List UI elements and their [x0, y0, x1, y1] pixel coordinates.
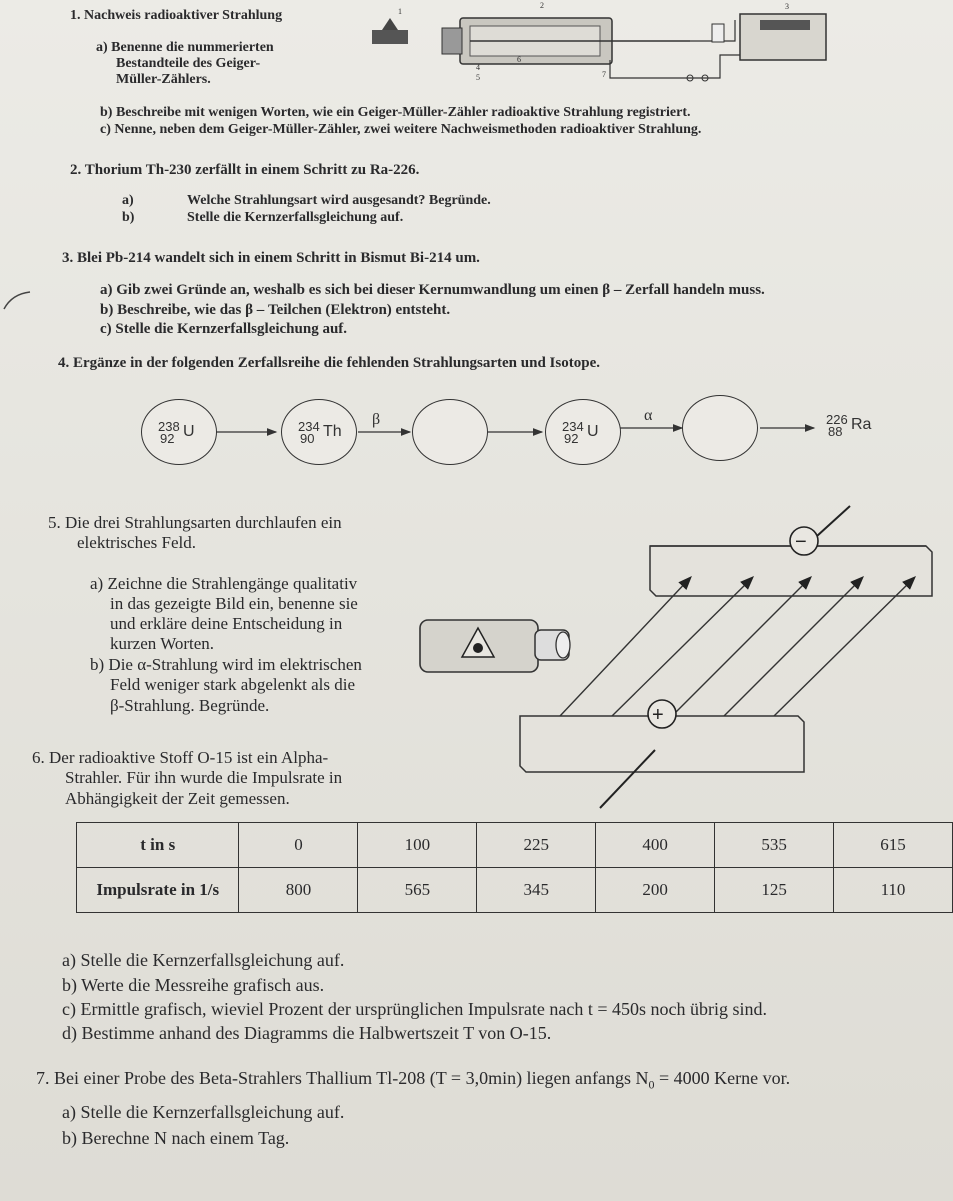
table-cell: 400 — [596, 823, 715, 868]
q6-a: a) Stelle die Kernzerfallsgleichung auf. — [62, 950, 345, 970]
q5-b-line2: Feld weniger stark abgelenkt als die — [110, 675, 356, 694]
isotope-symbol: Ra — [851, 416, 872, 433]
q2-b-text: Stelle die Kernzerfallsgleichung auf. — [187, 210, 404, 225]
q5-a-line2: in das gezeigte Bild ein, benenne sie — [110, 594, 358, 613]
q1-title: 1. Nachweis radioaktiver Strahlung — [70, 8, 283, 23]
q5-a-line3: und erkläre deine Entscheidung in — [110, 614, 343, 633]
isotope-z: 92 — [564, 431, 579, 446]
diagram-number-1: 1 — [398, 7, 402, 16]
measurement-table — [76, 822, 953, 913]
q3-a: a) Gib zwei Gründe an, weshalb es sich bei dieser Kernumwandlung um einen β – Zerfall handeln muss. — [100, 282, 765, 298]
q6-d: d) Bestimme anhand des Diagramms die Halbwertszeit T von O-15. — [62, 1023, 552, 1043]
q7-a: a) Stelle die Kernzerfallsgleichung auf. — [62, 1102, 345, 1122]
q7-title-main: 7. Bei einer Probe des Beta-Strahlers Thallium Tl-208 (T = 3,0min) liegen anfangs N — [36, 1068, 649, 1088]
isotope-mass: 238 — [158, 419, 180, 434]
plus-sign: + — [652, 704, 664, 726]
table-row — [77, 868, 953, 913]
q5-a-line4: kurzen Worten. — [110, 634, 215, 653]
q2-b-label: b) — [122, 210, 135, 225]
isotope-symbol: U — [183, 423, 195, 440]
table-cell: 535 — [715, 823, 834, 868]
q5-b-line3: β-Strahlung. Begründe. — [110, 696, 270, 715]
isotope-z: 92 — [160, 431, 175, 446]
q3-c: c) Stelle die Kernzerfallsgleichung auf. — [100, 321, 348, 337]
q7-title-end: = 4000 Kerne vor. — [654, 1068, 791, 1088]
diagram-number-6: 6 — [517, 55, 521, 64]
table-header-time: t in s — [77, 823, 239, 868]
table-header-rate: Impulsrate in 1/s — [77, 868, 239, 913]
q5-a-line1: a) Zeichne die Strahlengänge qualitativ — [90, 574, 358, 593]
table-cell: 110 — [834, 868, 953, 913]
diagram-number-5: 5 — [476, 73, 480, 82]
table-cell: 800 — [239, 868, 358, 913]
q1-c: c) Nenne, neben dem Geiger-Müller-Zähler, zwei weitere Nachweismethoden radioaktiver Strahlung. — [100, 122, 702, 137]
q3-b: b) Beschreibe, wie das β – Teilchen (Elektron) entsteht. — [100, 302, 451, 318]
diagram-number-7: 7 — [602, 70, 606, 79]
q6-line1: 6. Der radioaktive Stoff O-15 ist ein Alpha- — [32, 748, 329, 767]
q5-line2: elektrisches Feld. — [77, 533, 196, 552]
diagram-number-4: 4 — [476, 63, 480, 72]
isotope-symbol: Th — [323, 423, 342, 440]
q6-c: c) Ermittle grafisch, wieviel Prozent der ursprünglichen Impulsrate nach t = 450s noch übrig sind. — [62, 999, 767, 1019]
arrow-label-alpha: α — [644, 407, 653, 424]
isotope-z: 90 — [300, 431, 315, 446]
isotope-symbol: U — [587, 423, 599, 440]
table-cell: 225 — [477, 823, 596, 868]
q6-line3: Abhängigkeit der Zeit gemessen. — [65, 789, 290, 808]
negative-plate — [650, 546, 932, 596]
table-cell: 565 — [358, 868, 477, 913]
q7-title-sub: 0 — [648, 1077, 655, 1092]
minus-sign: − — [795, 531, 807, 553]
q2-title: 2. Thorium Th-230 zerfällt in einem Schritt zu Ra-226. — [70, 162, 420, 178]
q2-a-label: a) — [122, 193, 134, 208]
diagram-number-2: 2 — [540, 1, 544, 10]
q6-line2: Strahler. Für ihn wurde die Impulsrate in — [65, 768, 343, 787]
q5-b-line1: b) Die α-Strahlung wird im elektrischen — [90, 655, 362, 674]
arrow-label-beta: β — [372, 411, 381, 428]
table-cell: 125 — [715, 868, 834, 913]
table-cell: 200 — [596, 868, 715, 913]
table-row — [77, 823, 953, 868]
q4-title: 4. Ergänze in der folgenden Zerfallsreihe die fehlenden Strahlungsarten und Isotope. — [58, 355, 600, 371]
table-cell: 100 — [358, 823, 477, 868]
table-cell: 0 — [239, 823, 358, 868]
diagram-number-3: 3 — [785, 2, 789, 11]
q1-a-line2: Bestandteile des Geiger- — [116, 56, 261, 71]
isotope-mass: 226 — [826, 412, 848, 427]
q1-b: b) Beschreibe mit wenigen Worten, wie ein Geiger-Müller-Zähler radioaktive Strahlung registriert. — [100, 105, 691, 120]
isotope-mass: 234 — [562, 419, 584, 434]
q7-title — [36, 1068, 790, 1092]
isotope-mass: 234 — [298, 419, 320, 434]
q1-a-line3: Müller-Zählers. — [116, 72, 211, 87]
q5-line1: 5. Die drei Strahlungsarten durchlaufen ein — [48, 513, 342, 532]
table-cell: 615 — [834, 823, 953, 868]
q3-title: 3. Blei Pb-214 wandelt sich in einem Schritt in Bismut Bi-214 um. — [62, 250, 480, 266]
isotope-z: 88 — [828, 424, 843, 439]
q7-b: b) Berechne N nach einem Tag. — [62, 1128, 290, 1148]
table-cell: 345 — [477, 868, 596, 913]
q2-a-text: Welche Strahlungsart wird ausgesandt? Begründe. — [187, 193, 491, 208]
q1-a-line1: a) Benenne die nummerierten — [96, 40, 274, 55]
q6-b: b) Werte die Messreihe grafisch aus. — [62, 975, 325, 995]
